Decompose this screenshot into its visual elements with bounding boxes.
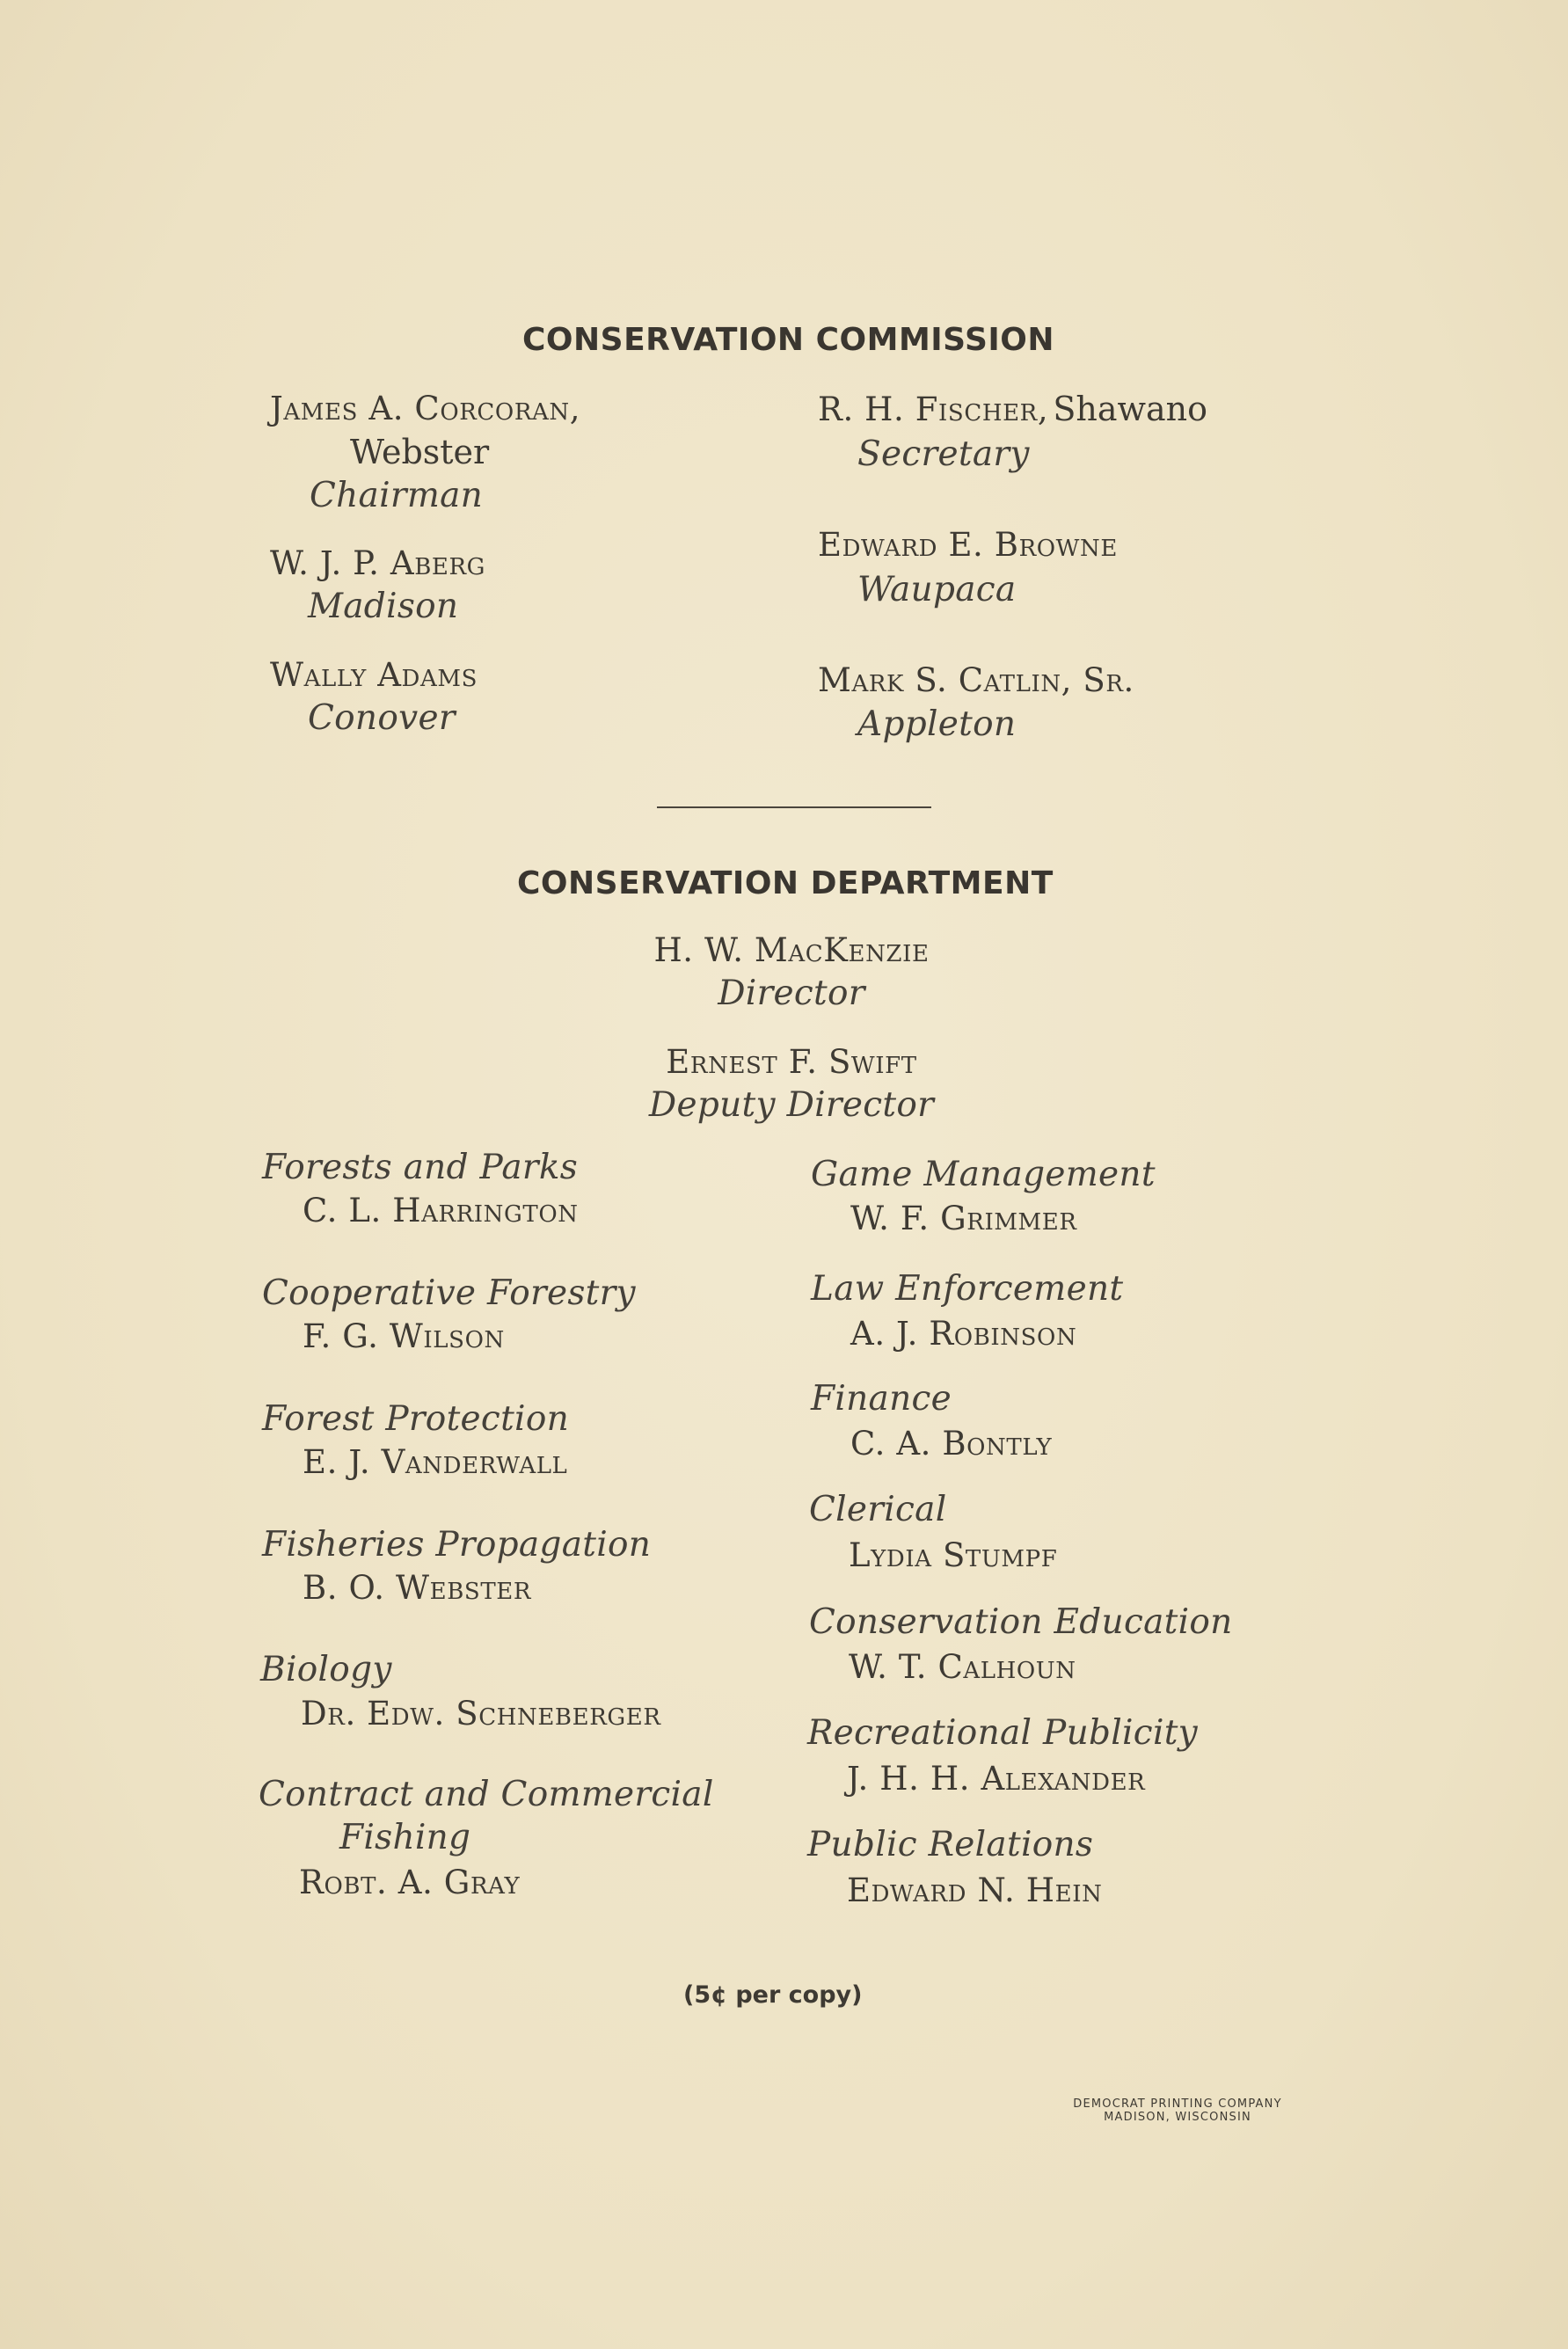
division-title: Game Management <box>811 1155 1156 1194</box>
division-head: A. J. Robinson <box>850 1315 1077 1353</box>
division-title: Law Enforcement <box>811 1269 1124 1309</box>
division-title: Conservation Education <box>809 1602 1233 1642</box>
member-role: Secretary <box>857 434 1030 474</box>
division-head: W. F. Grimmer <box>850 1200 1077 1237</box>
member-place: Madison <box>308 587 459 626</box>
division-head: Lydia Stumpf <box>849 1536 1058 1574</box>
division-title: Forest Protection <box>262 1399 570 1439</box>
division-title-cont: Fishing <box>339 1818 471 1857</box>
section-divider <box>657 806 931 808</box>
division-head: Robt. A. Gray <box>299 1864 521 1901</box>
division-head: C. L. Harrington <box>303 1192 579 1229</box>
deputy-name: Ernest F. Swift <box>666 1043 917 1081</box>
member-name: Mark S. Catlin, Sr. <box>818 661 1134 699</box>
printer-city: MADISON, WISCONSIN <box>1104 2111 1251 2124</box>
member-name: Edward E. Browne <box>818 526 1118 564</box>
member-role: Chairman <box>310 476 484 515</box>
division-title: Finance <box>811 1379 952 1419</box>
division-head: Edward N. Hein <box>847 1871 1103 1909</box>
division-head: E. J. Vanderwall <box>303 1443 568 1481</box>
division-title: Biology <box>260 1650 392 1689</box>
division-title: Clerical <box>809 1490 947 1529</box>
division-title: Fisheries Propagation <box>262 1525 652 1565</box>
price-note: (5¢ per copy) <box>683 1981 863 2009</box>
member-name: Wally Adams <box>270 656 478 694</box>
member-name: James A. Corcoran, <box>270 390 581 427</box>
division-head: J. H. H. Alexander <box>847 1760 1146 1798</box>
division-head: C. A. Bontly <box>850 1425 1053 1463</box>
printer-name: DEMOCRAT PRINTING COMPANY <box>1073 2097 1282 2111</box>
division-title: Cooperative Forestry <box>262 1273 636 1313</box>
deputy-title: Deputy Director <box>648 1085 935 1125</box>
commission-heading: CONSERVATION COMMISSION <box>522 322 1055 358</box>
division-head: Dr. Edw. Schneberger <box>301 1695 661 1733</box>
division-title: Contract and Commercial <box>259 1775 714 1814</box>
division-head: W. T. Calhoun <box>849 1648 1076 1686</box>
director-title: Director <box>718 974 865 1013</box>
printer-imprint <box>1054 2097 1301 2124</box>
member-place: Waupaca <box>857 570 1017 609</box>
division-title: Recreational Publicity <box>807 1713 1199 1753</box>
division-title: Public Relations <box>807 1825 1094 1864</box>
director-name: H. W. MacKenzie <box>653 931 930 969</box>
member-place: Conover <box>308 698 456 738</box>
member-name: W. J. P. Aberg <box>270 544 486 582</box>
member-place: Webster <box>350 433 490 471</box>
member-place: Shawano <box>1053 390 1208 428</box>
division-head: F. G. Wilson <box>303 1317 505 1355</box>
division-title: Forests and Parks <box>262 1148 579 1187</box>
member-line <box>818 390 1207 428</box>
member-place: Appleton <box>857 704 1017 744</box>
department-heading: CONSERVATION DEPARTMENT <box>517 865 1054 901</box>
division-head: B. O. Webster <box>303 1569 532 1607</box>
member-name: R. H. Fischer, <box>818 390 1049 428</box>
